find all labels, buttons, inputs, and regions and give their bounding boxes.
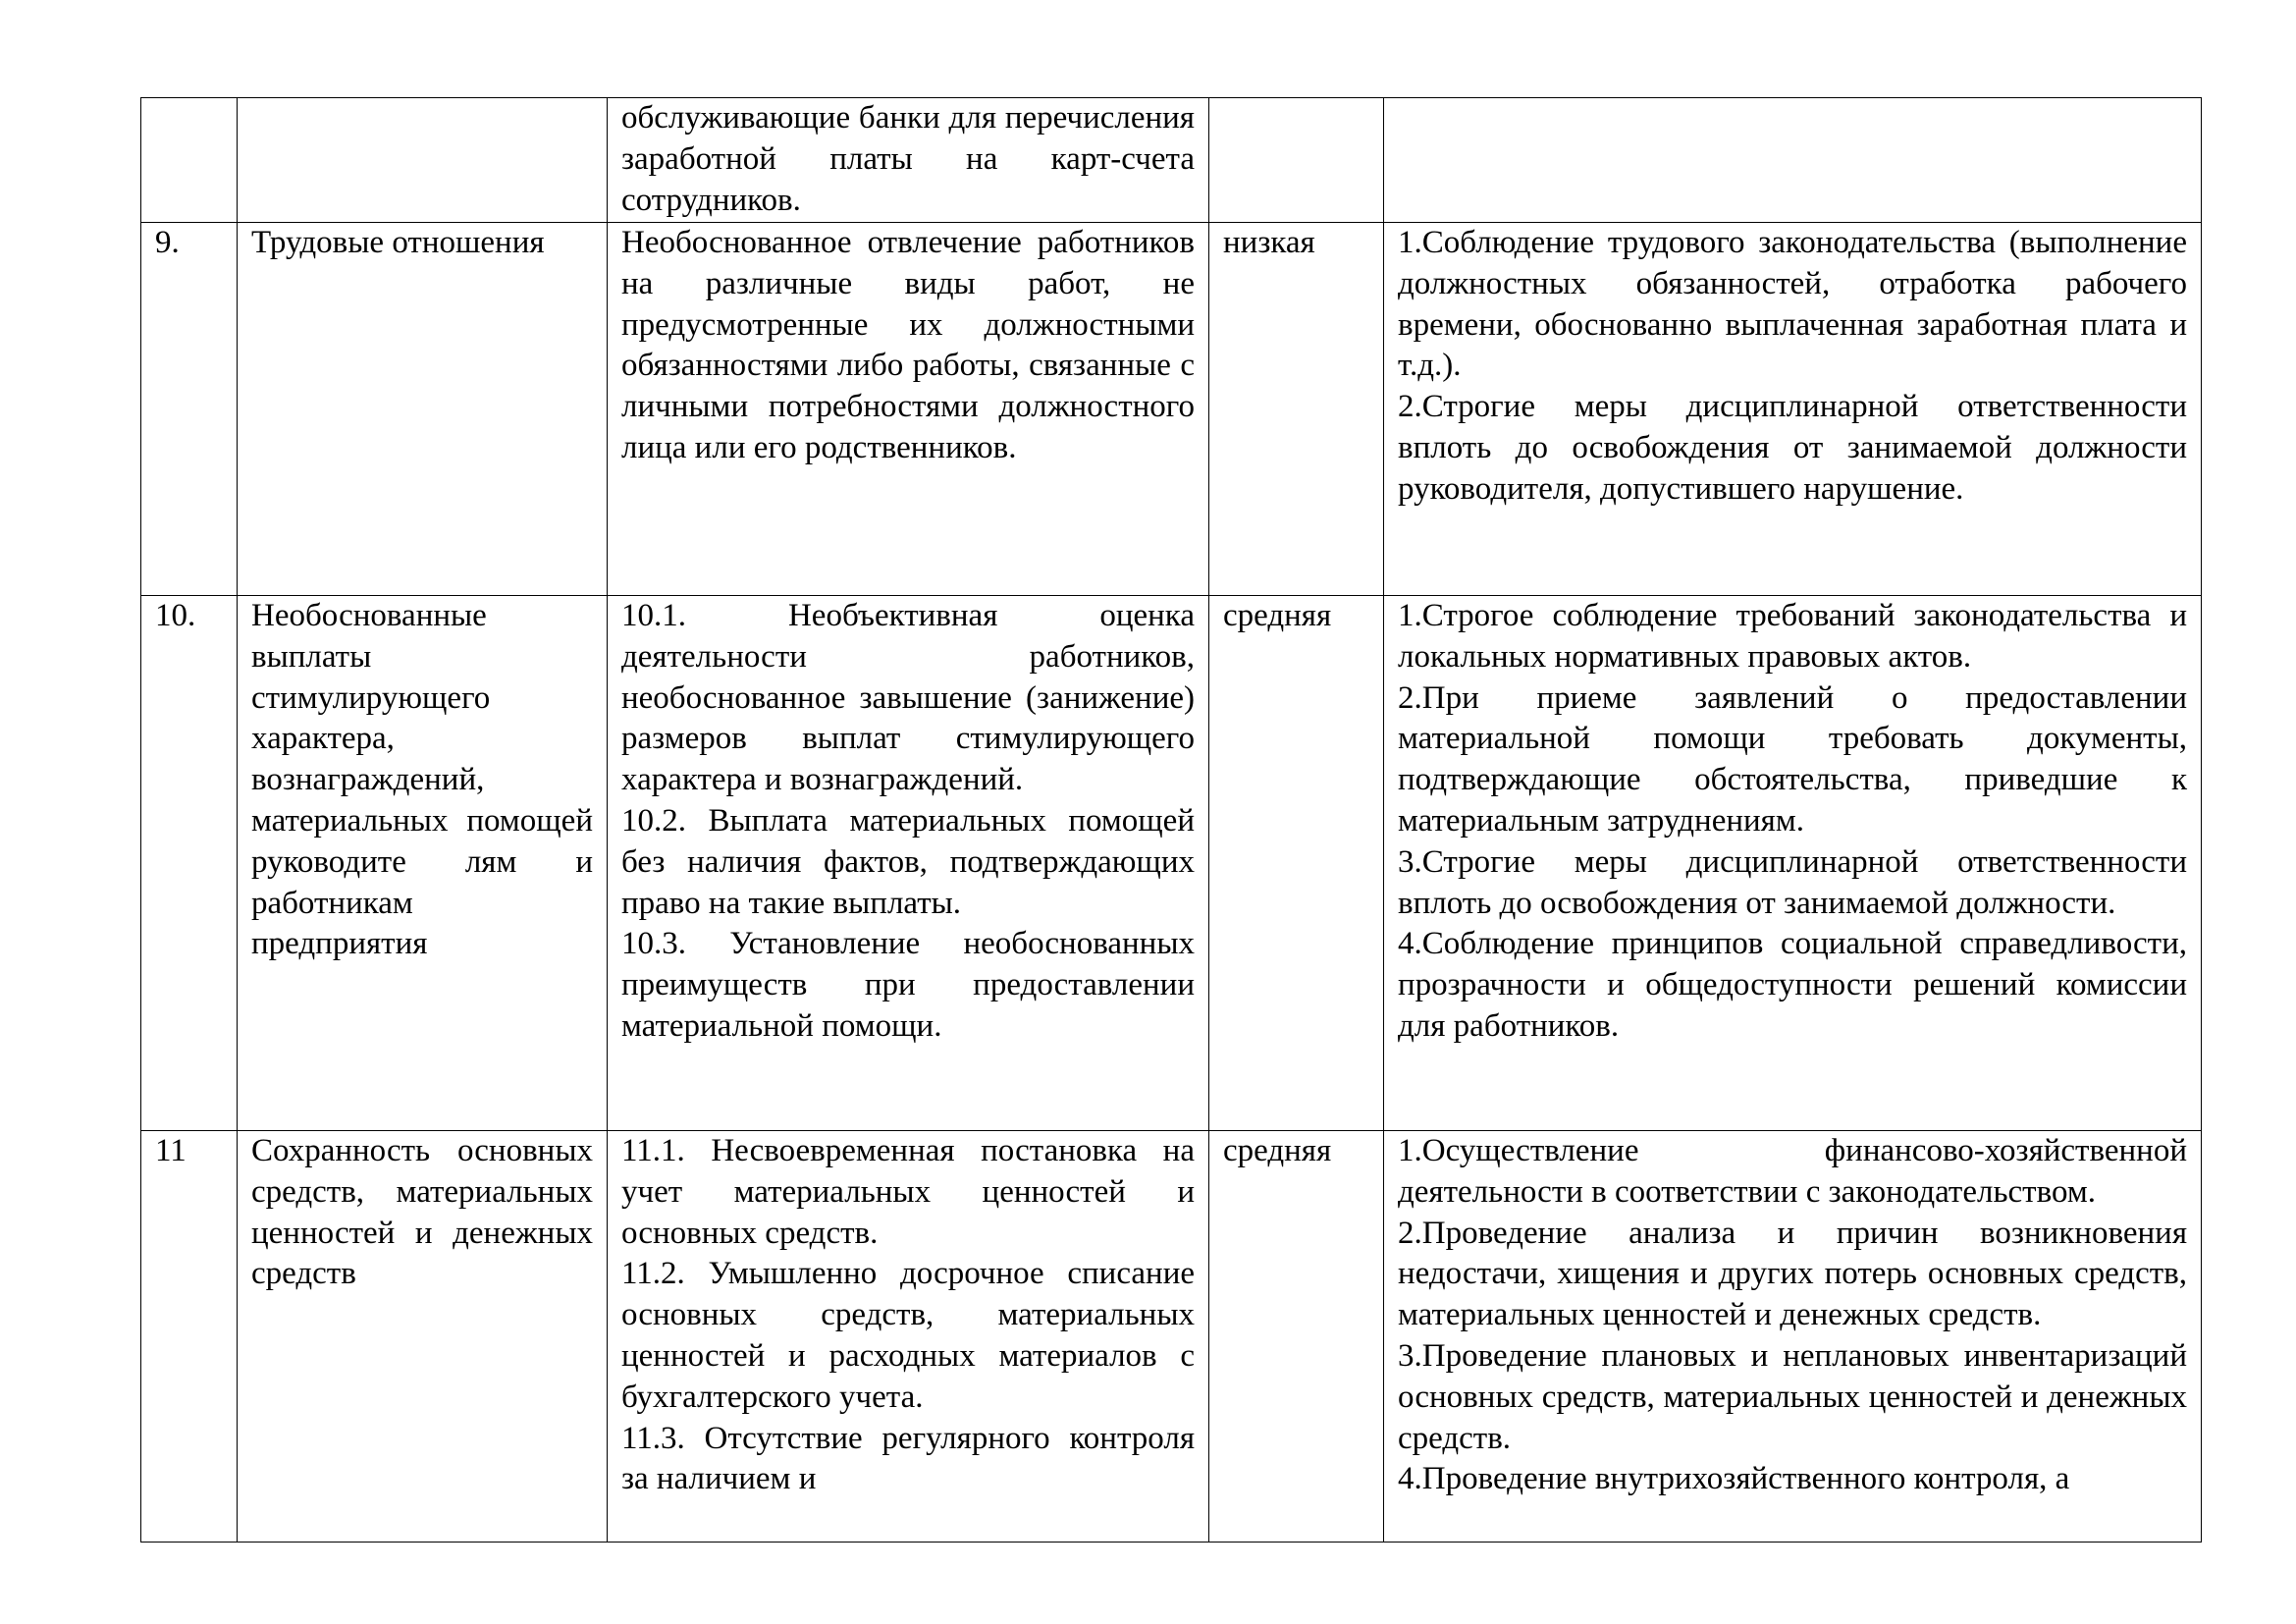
measure-item: 2.Проведение анализа и причин возникновения недостачи, хищения и других потерь основных средств, материальных ценностей и денежных средств.	[1398, 1215, 2187, 1333]
risk-description	[608, 98, 1209, 223]
measure-item: 2.Строгие меры дисциплинарной ответственности вплоть до освобождения от занимаемой должности руководителя, допустившего нарушение.	[1398, 389, 2187, 507]
risk-item: 10.3. Установление необоснованных преимуществ при предоставлении материальной помощи.	[621, 926, 1195, 1044]
risk-area	[238, 596, 608, 1131]
measures	[1384, 98, 2202, 223]
measure-item: 1.Строгое соблюдение требований законодательства и локальных нормативных правовых актов.	[1398, 598, 2187, 675]
table-row	[141, 596, 2202, 1131]
risk-level: средняя	[1209, 596, 1384, 1131]
risk-level: низкая	[1209, 223, 1384, 596]
risk-item: 11.3. Отсутствие регулярного контроля за наличием и	[621, 1420, 1195, 1497]
risk-description	[608, 1131, 1209, 1543]
measure-item: 4.Соблюдение принципов социальной справедливости, прозрачности и общедоступности решений комиссии для работников.	[1398, 926, 2187, 1044]
risk-item: обслуживающие банки для перечисления заработной платы на карт-счета сотрудников.	[621, 100, 1195, 218]
risk-item: 10.2. Выплата материальных помощей без наличия фактов, подтверждающих право на такие выплаты.	[621, 802, 1195, 921]
row-number	[141, 98, 238, 223]
risk-level: средняя	[1209, 1131, 1384, 1543]
measures	[1384, 223, 2202, 596]
measure-item: 4.Проведение внутрихозяйственного контроля, а	[1398, 1461, 2070, 1497]
risk-description	[608, 596, 1209, 1131]
measures	[1384, 1131, 2202, 1543]
risk-item: 11.1. Несвоевременная постановка на учет материальных ценностей и основных средств.	[621, 1133, 1195, 1251]
risk-item: 11.2. Умышленно досрочное списание основных средств, материальных ценностей и расходных материалов с бухгалтерского учета.	[621, 1256, 1195, 1415]
risk-description	[608, 223, 1209, 596]
risk-area	[238, 1131, 608, 1543]
measure-item: 3.Проведение плановых и неплановых инвентаризаций основных средств, материальных ценностей и денежных средств.	[1398, 1337, 2187, 1456]
row-number: 9.	[141, 223, 238, 596]
measure-item: 1.Осуществление финансово-хозяйственной деятельности в соответствии с законодательством.	[1398, 1133, 2187, 1210]
row-number: 11	[141, 1131, 238, 1543]
risk-item: 10.1. Необъективная оценка деятельности работников, необоснованное завышение (занижение) размеров выплат стимулирующего характера и вознаграждений.	[621, 598, 1195, 798]
table-row	[141, 223, 2202, 596]
risk-level	[1209, 98, 1384, 223]
table-row	[141, 1131, 2202, 1543]
risk-area-text: Сохранность основных средств, материальных ценностей и денежных средств	[251, 1133, 593, 1292]
risk-area: Трудовые отношения	[238, 223, 608, 596]
table-row	[141, 98, 2202, 223]
measure-item: 3.Строгие меры дисциплинарной ответственности вплоть до освобождения от занимаемой должности.	[1398, 843, 2187, 921]
risk-item: Необоснованное отвлечение работников на различные виды работ, не предусмотренные их должностными обязанностями либо работы, связанные с личными потребностями должностного лица или его родственников.	[621, 225, 1195, 465]
measures	[1384, 596, 2202, 1131]
risk-area-text: Необоснованные выплаты стимулирующего характера, вознаграждений, материальных помощей руководите лям и работникам предприятия	[251, 598, 593, 962]
risk-table	[140, 97, 2202, 1543]
row-number: 10.	[141, 596, 238, 1131]
measure-item: 1.Соблюдение трудового законодательства (выполнение должностных обязанностей, отработка рабочего времени, обоснованно выплаченная заработная плата и т.д.).	[1398, 225, 2187, 384]
measure-item: 2.При приеме заявлений о предоставлении материальной помощи требовать документы, подтверждающие обстоятельства, приведшие к материальным затруднениям.	[1398, 679, 2187, 839]
risk-area	[238, 98, 608, 223]
